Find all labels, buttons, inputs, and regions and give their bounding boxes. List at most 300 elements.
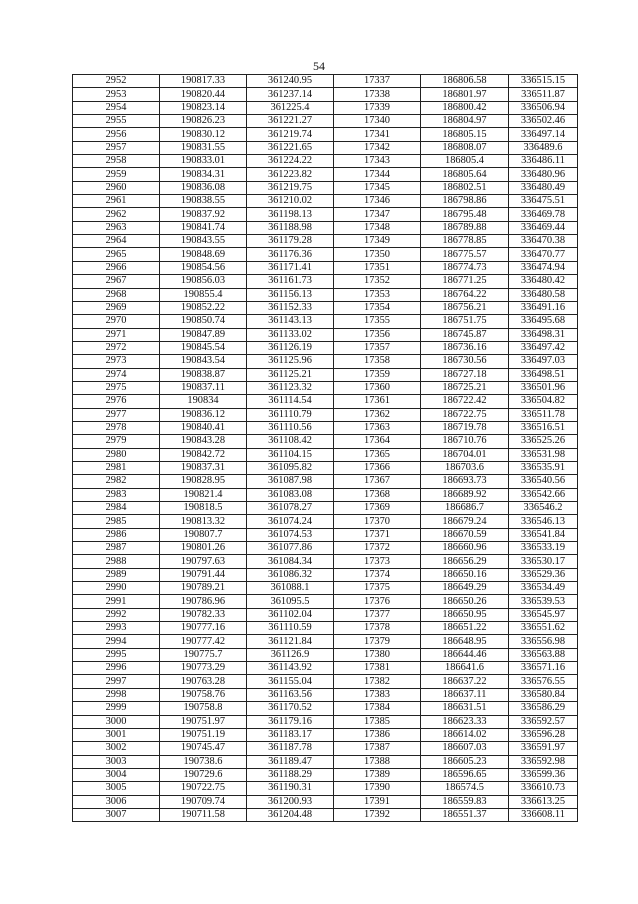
table-cell: 336501.96 (509, 381, 578, 394)
table-row (73, 768, 578, 781)
table-cell: 17371 (334, 528, 421, 541)
table-cell: 336480.49 (509, 181, 578, 194)
table-cell: 336469.44 (509, 221, 578, 234)
table-cell: 17375 (334, 582, 421, 595)
table-row (73, 355, 578, 368)
table-cell: 336470.38 (509, 235, 578, 248)
table-cell: 336592.57 (509, 715, 578, 728)
table-cell: 2988 (73, 555, 160, 568)
table-row (73, 421, 578, 434)
table-cell: 17392 (334, 808, 421, 821)
table-cell: 17370 (334, 515, 421, 528)
table-cell: 186679.24 (421, 515, 509, 528)
table-cell: 2959 (73, 168, 160, 181)
table-cell: 336497.03 (509, 355, 578, 368)
table-cell: 190797.63 (160, 555, 247, 568)
table-row (73, 608, 578, 621)
table-cell: 186775.57 (421, 248, 509, 261)
table-cell: 17363 (334, 421, 421, 434)
table-cell: 361198.13 (247, 208, 334, 221)
table-cell: 186623.33 (421, 715, 509, 728)
table-row (73, 448, 578, 461)
table-cell: 17366 (334, 461, 421, 474)
table-cell: 336613.25 (509, 795, 578, 808)
table-cell: 186660.96 (421, 542, 509, 555)
table-cell: 361077.86 (247, 542, 334, 555)
table-cell: 186648.95 (421, 635, 509, 648)
table-cell: 361126.9 (247, 648, 334, 661)
table-cell: 186805.64 (421, 168, 509, 181)
table-cell: 361237.14 (247, 88, 334, 101)
table-cell: 336511.78 (509, 408, 578, 421)
table-cell: 186730.56 (421, 355, 509, 368)
table-cell: 17354 (334, 301, 421, 314)
table-cell: 186574.5 (421, 782, 509, 795)
table-row (73, 728, 578, 741)
table-row (73, 181, 578, 194)
table-cell: 17356 (334, 328, 421, 341)
table-row (73, 381, 578, 394)
table-cell: 336531.98 (509, 448, 578, 461)
table-cell: 190820.44 (160, 88, 247, 101)
table-cell: 190856.03 (160, 275, 247, 288)
table-cell: 2968 (73, 288, 160, 301)
table-cell: 190831.55 (160, 141, 247, 154)
table-cell: 2975 (73, 381, 160, 394)
table-cell: 186704.01 (421, 448, 509, 461)
table-cell: 361108.42 (247, 435, 334, 448)
table-cell: 186800.42 (421, 101, 509, 114)
table-cell: 186764.22 (421, 288, 509, 301)
table-cell: 186693.73 (421, 475, 509, 488)
table-cell: 336511.87 (509, 88, 578, 101)
table-cell: 336556.98 (509, 635, 578, 648)
table-cell: 361126.19 (247, 341, 334, 354)
table-cell: 336546.13 (509, 515, 578, 528)
table-cell: 336576.55 (509, 675, 578, 688)
table-cell: 190791.44 (160, 568, 247, 581)
table-cell: 2980 (73, 448, 160, 461)
table-cell: 2994 (73, 635, 160, 648)
table-cell: 2954 (73, 101, 160, 114)
table-cell: 2953 (73, 88, 160, 101)
table-cell: 336608.11 (509, 808, 578, 821)
table-cell: 336546.2 (509, 502, 578, 515)
table-cell: 17343 (334, 155, 421, 168)
table-row (73, 488, 578, 501)
table-cell: 190837.11 (160, 381, 247, 394)
table-cell: 190855.4 (160, 288, 247, 301)
table-cell: 361189.47 (247, 755, 334, 768)
table-row (73, 635, 578, 648)
table-cell: 2978 (73, 421, 160, 434)
table-cell: 190845.54 (160, 341, 247, 354)
table-cell: 190775.7 (160, 648, 247, 661)
table-row (73, 555, 578, 568)
table-row (73, 542, 578, 555)
table-cell: 17391 (334, 795, 421, 808)
table-cell: 361143.13 (247, 315, 334, 328)
table-cell: 186722.42 (421, 395, 509, 408)
table-row (73, 808, 578, 821)
table-cell: 361078.27 (247, 502, 334, 515)
table-row (73, 341, 578, 354)
table-row (73, 675, 578, 688)
table-cell: 17360 (334, 381, 421, 394)
table-cell: 2974 (73, 368, 160, 381)
table-cell: 336599.36 (509, 768, 578, 781)
table-cell: 186801.97 (421, 88, 509, 101)
table-row (73, 275, 578, 288)
table-cell: 361171.41 (247, 261, 334, 274)
table-cell: 361095.82 (247, 461, 334, 474)
table-cell: 190842.72 (160, 448, 247, 461)
table-cell: 190801.26 (160, 542, 247, 555)
table-cell: 336470.77 (509, 248, 578, 261)
table-cell: 186551.37 (421, 808, 509, 821)
table-cell: 2989 (73, 568, 160, 581)
table-row (73, 248, 578, 261)
table-cell: 17390 (334, 782, 421, 795)
table-row (73, 475, 578, 488)
table-cell: 361110.79 (247, 408, 334, 421)
table-cell: 17384 (334, 702, 421, 715)
table-cell: 3000 (73, 715, 160, 728)
table-cell: 186722.75 (421, 408, 509, 421)
table-cell: 2990 (73, 582, 160, 595)
table-cell: 190838.87 (160, 368, 247, 381)
table-cell: 2958 (73, 155, 160, 168)
table-cell: 17348 (334, 221, 421, 234)
table-cell: 17381 (334, 662, 421, 675)
table-cell: 190837.31 (160, 461, 247, 474)
table-cell: 17337 (334, 75, 421, 88)
table-cell: 336497.42 (509, 341, 578, 354)
table-cell: 361223.82 (247, 168, 334, 181)
table-cell: 361190.31 (247, 782, 334, 795)
table-row (73, 168, 578, 181)
table-cell: 361219.75 (247, 181, 334, 194)
table-row (73, 128, 578, 141)
table-cell: 2967 (73, 275, 160, 288)
table-cell: 190843.28 (160, 435, 247, 448)
table-cell: 17388 (334, 755, 421, 768)
table-row (73, 582, 578, 595)
table-row (73, 622, 578, 635)
table-row (73, 155, 578, 168)
table-cell: 361187.78 (247, 742, 334, 755)
table-cell: 2971 (73, 328, 160, 341)
table-row (73, 648, 578, 661)
table-cell: 361123.32 (247, 381, 334, 394)
table-row (73, 115, 578, 128)
table-row (73, 368, 578, 381)
table-cell: 336486.11 (509, 155, 578, 168)
table-cell: 17367 (334, 475, 421, 488)
table-cell: 17380 (334, 648, 421, 661)
table-cell: 2955 (73, 115, 160, 128)
table-cell: 2965 (73, 248, 160, 261)
table-cell: 190711.58 (160, 808, 247, 821)
table-cell: 2982 (73, 475, 160, 488)
table-cell: 186736.16 (421, 341, 509, 354)
table-cell: 2995 (73, 648, 160, 661)
table-row (73, 795, 578, 808)
table-row (73, 515, 578, 528)
table-cell: 190841.74 (160, 221, 247, 234)
table-cell: 336540.56 (509, 475, 578, 488)
table-cell: 17345 (334, 181, 421, 194)
table-row (73, 688, 578, 701)
table-cell: 336480.42 (509, 275, 578, 288)
table-row (73, 662, 578, 675)
table-cell: 361143.92 (247, 662, 334, 675)
table-cell: 3006 (73, 795, 160, 808)
table-cell: 336535.91 (509, 461, 578, 474)
table-cell: 190729.6 (160, 768, 247, 781)
table-cell: 17373 (334, 555, 421, 568)
table-cell: 190852.22 (160, 301, 247, 314)
table-cell: 336504.82 (509, 395, 578, 408)
table-cell: 17386 (334, 728, 421, 741)
table-cell: 186719.78 (421, 421, 509, 434)
table-cell: 17338 (334, 88, 421, 101)
table-cell: 186559.83 (421, 795, 509, 808)
table-row (73, 261, 578, 274)
table-cell: 361102.04 (247, 608, 334, 621)
table-cell: 2966 (73, 261, 160, 274)
coordinates-table-body (73, 75, 578, 822)
table-cell: 17359 (334, 368, 421, 381)
table-cell: 336480.58 (509, 288, 578, 301)
table-cell: 186745.87 (421, 328, 509, 341)
table-row (73, 502, 578, 515)
table-cell: 361179.28 (247, 235, 334, 248)
table-cell: 2979 (73, 435, 160, 448)
table-cell: 336592.98 (509, 755, 578, 768)
table-cell: 190786.96 (160, 595, 247, 608)
table-cell: 186686.7 (421, 502, 509, 515)
table-row (73, 88, 578, 101)
table-cell: 186650.16 (421, 568, 509, 581)
table-cell: 336610.73 (509, 782, 578, 795)
table-cell: 17378 (334, 622, 421, 635)
table-cell: 17362 (334, 408, 421, 421)
table-row (73, 568, 578, 581)
table-cell: 2997 (73, 675, 160, 688)
table-cell: 17349 (334, 235, 421, 248)
table-cell: 17341 (334, 128, 421, 141)
table-cell: 2957 (73, 141, 160, 154)
table-cell: 190745.47 (160, 742, 247, 755)
table-cell: 17369 (334, 502, 421, 515)
table-cell: 3007 (73, 808, 160, 821)
table-cell: 186771.25 (421, 275, 509, 288)
table-cell: 336498.31 (509, 328, 578, 341)
table-cell: 186802.51 (421, 181, 509, 194)
table-cell: 361074.24 (247, 515, 334, 528)
table-cell: 17368 (334, 488, 421, 501)
table-cell: 190850.74 (160, 315, 247, 328)
table-cell: 186650.95 (421, 608, 509, 621)
table-cell: 186651.22 (421, 622, 509, 635)
table-cell: 336498.51 (509, 368, 578, 381)
table-row (73, 235, 578, 248)
table-cell: 186649.29 (421, 582, 509, 595)
table-cell: 17339 (334, 101, 421, 114)
table-cell: 336475.51 (509, 195, 578, 208)
table-cell: 186637.11 (421, 688, 509, 701)
coordinates-table (72, 74, 578, 822)
table-cell: 190722.75 (160, 782, 247, 795)
table-cell: 2986 (73, 528, 160, 541)
table-cell: 17372 (334, 542, 421, 555)
table-cell: 186614.02 (421, 728, 509, 741)
table-cell: 190834.31 (160, 168, 247, 181)
table-cell: 361188.29 (247, 768, 334, 781)
table-cell: 336541.84 (509, 528, 578, 541)
table-cell: 336551.62 (509, 622, 578, 635)
table-cell: 190738.6 (160, 755, 247, 768)
table-cell: 2961 (73, 195, 160, 208)
table-cell: 190833.01 (160, 155, 247, 168)
table-cell: 190837.92 (160, 208, 247, 221)
table-cell: 186637.22 (421, 675, 509, 688)
table-cell: 190836.12 (160, 408, 247, 421)
table-cell: 336506.94 (509, 101, 578, 114)
table-cell: 361221.27 (247, 115, 334, 128)
table-cell: 361224.22 (247, 155, 334, 168)
table-cell: 190840.41 (160, 421, 247, 434)
table-cell: 336580.84 (509, 688, 578, 701)
table-cell: 361156.13 (247, 288, 334, 301)
table-cell: 190813.32 (160, 515, 247, 528)
table-cell: 2984 (73, 502, 160, 515)
table-row (73, 742, 578, 755)
table-row (73, 528, 578, 541)
table-row (73, 328, 578, 341)
table-row (73, 755, 578, 768)
table-cell: 186751.75 (421, 315, 509, 328)
table-cell: 186644.46 (421, 648, 509, 661)
table-cell: 361204.48 (247, 808, 334, 821)
table-cell: 2976 (73, 395, 160, 408)
table-cell: 186808.07 (421, 141, 509, 154)
table-cell: 336539.53 (509, 595, 578, 608)
table-cell: 17364 (334, 435, 421, 448)
table-row (73, 461, 578, 474)
table-cell: 186789.88 (421, 221, 509, 234)
table-cell: 336474.94 (509, 261, 578, 274)
table-cell: 190836.08 (160, 181, 247, 194)
table-cell: 186805.4 (421, 155, 509, 168)
table-cell: 17389 (334, 768, 421, 781)
table-cell: 2991 (73, 595, 160, 608)
table-cell: 190777.16 (160, 622, 247, 635)
table-cell: 17379 (334, 635, 421, 648)
table-cell: 190854.56 (160, 261, 247, 274)
table-cell: 17383 (334, 688, 421, 701)
table-row (73, 435, 578, 448)
table-cell: 3005 (73, 782, 160, 795)
table-row (73, 288, 578, 301)
table-row (73, 395, 578, 408)
table-cell: 17361 (334, 395, 421, 408)
table-cell: 361152.33 (247, 301, 334, 314)
table-cell: 186650.26 (421, 595, 509, 608)
table-cell: 2983 (73, 488, 160, 501)
table-cell: 186670.59 (421, 528, 509, 541)
table-cell: 361161.73 (247, 275, 334, 288)
table-cell: 361210.02 (247, 195, 334, 208)
table-cell: 2987 (73, 542, 160, 555)
table-cell: 361110.59 (247, 622, 334, 635)
table-cell: 336515.15 (509, 75, 578, 88)
table-cell: 361240.95 (247, 75, 334, 88)
table-cell: 336533.19 (509, 542, 578, 555)
table-cell: 186727.18 (421, 368, 509, 381)
table-cell: 361221.65 (247, 141, 334, 154)
table-cell: 336529.36 (509, 568, 578, 581)
table-cell: 186756.21 (421, 301, 509, 314)
table-cell: 361083.08 (247, 488, 334, 501)
table-cell: 186710.76 (421, 435, 509, 448)
table-cell: 336545.97 (509, 608, 578, 621)
table-cell: 17346 (334, 195, 421, 208)
table-row (73, 315, 578, 328)
table-cell: 190782.33 (160, 608, 247, 621)
table-cell: 336571.16 (509, 662, 578, 675)
table-cell: 190843.55 (160, 235, 247, 248)
table-cell: 186656.29 (421, 555, 509, 568)
table-cell: 186805.15 (421, 128, 509, 141)
table-cell: 17377 (334, 608, 421, 621)
table-cell: 186605.23 (421, 755, 509, 768)
table-cell: 190826.23 (160, 115, 247, 128)
table-cell: 17385 (334, 715, 421, 728)
table-cell: 190758.76 (160, 688, 247, 701)
page-number: 54 (313, 59, 325, 73)
table-cell: 2996 (73, 662, 160, 675)
table-cell: 361125.21 (247, 368, 334, 381)
table-cell: 17374 (334, 568, 421, 581)
table-cell: 186703.6 (421, 461, 509, 474)
table-cell: 336491.16 (509, 301, 578, 314)
table-cell: 361188.98 (247, 221, 334, 234)
table-cell: 17347 (334, 208, 421, 221)
table-cell: 361084.34 (247, 555, 334, 568)
table-cell: 2993 (73, 622, 160, 635)
table-cell: 361104.15 (247, 448, 334, 461)
table-cell: 361183.17 (247, 728, 334, 741)
table-cell: 361163.56 (247, 688, 334, 701)
table-cell: 17350 (334, 248, 421, 261)
table-cell: 361200.93 (247, 795, 334, 808)
table-cell: 17387 (334, 742, 421, 755)
table-cell: 190848.69 (160, 248, 247, 261)
table-cell: 17342 (334, 141, 421, 154)
table-cell: 336542.66 (509, 488, 578, 501)
table-cell: 186774.73 (421, 261, 509, 274)
table-cell: 17355 (334, 315, 421, 328)
table-cell: 336502.46 (509, 115, 578, 128)
table-cell: 2964 (73, 235, 160, 248)
table-cell: 336489.6 (509, 141, 578, 154)
table-cell: 190834 (160, 395, 247, 408)
table-cell: 190751.19 (160, 728, 247, 741)
table-cell: 336516.51 (509, 421, 578, 434)
table-cell: 336534.49 (509, 582, 578, 595)
